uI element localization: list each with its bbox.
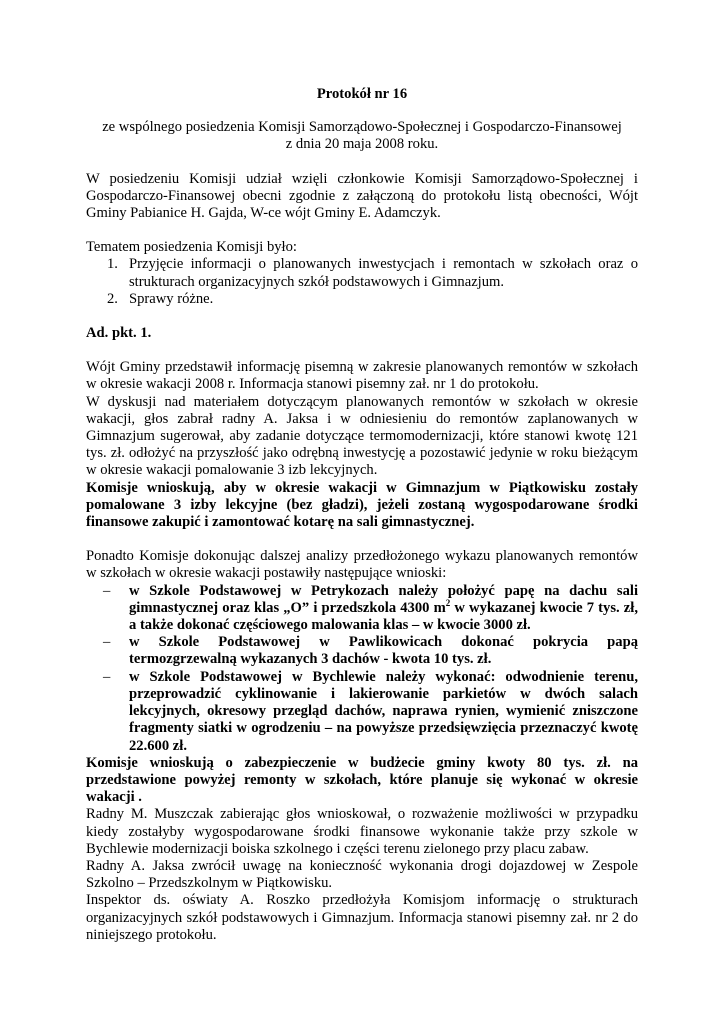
motion-item-petrykozy <box>86 583 638 635</box>
document-page <box>86 83 638 944</box>
agenda-item-number: 2. <box>107 290 118 307</box>
motion-text-part: w wykazanej kwocie 7 tys. zł, a także dokonać częściowego malowania klas – w kwocie 3000 zł. <box>129 599 638 634</box>
discussion-paragraph: W dyskusji nad materiałem dotyczącym planowanych remontów w szkołach w okresie wakacji, głos zabrał radny A. Jaksa i w odniesieniu do remontów zaplanowanych w Gimnazjum sugerował, aby zadanie dotyczące termomodernizacji, które stanowi kwotę 121 tys. zł. odłożyć na przyszłość jako odrębną inwestycję a pozostawić jedynie w roku bieżącym w okresie wakacji pomalowanie 3 izb lekcyjnych. <box>86 393 638 479</box>
protocol-title: Protokół nr 16 <box>316 86 408 102</box>
attendance-paragraph: W posiedzeniu Komisji udział wzięli członkowie Komisji Samorządowo-Społecznej i Gospodarczo-Finansowej obecni zgodnie z załączoną do protokołu listą obecności, Wójt Gminy Pabianice H. Gajda, W-ce wójt Gminy E. Adamczyk. <box>86 170 638 222</box>
section-heading: Ad. pkt. 1. <box>86 325 152 342</box>
agenda-item <box>86 256 638 290</box>
roszko-paragraph: Inspektor ds. oświaty A. Roszko przedłożyła Komisjom informację o strukturach organizacyjnych szkół podstawowych i Gimnazjum. Informacja stanowi pisemny zał. nr 2 do niniejszego protokołu. <box>86 892 638 943</box>
jaksa-paragraph: Radny A. Jaksa zwrócił uwagę na konieczność wykonania drogi dojazdowej w Zespole Szkolno – Przedszkolnym w Piątkowisku. <box>86 857 638 892</box>
agenda-list <box>86 256 638 308</box>
agenda-item <box>86 291 638 308</box>
agenda-item-number: 1. <box>107 256 118 273</box>
motion-text: w Szkole Podstawowej w Bychlewie należy wykonać: odwodnienie terenu, przeprowadzić cyklinowanie i lakierowanie parkietów w dwóch salach lekcyjnych, okresowy przegląd dachów, naprawa rynien, wymienić zniszczone fragmenty siatki w ogrodzeniu – na powyższe przedsięwzięcia przeznaczyć kwotę 22.600 zł. <box>129 668 638 754</box>
agenda-item-text: Sprawy różne. <box>129 290 214 307</box>
dash-bullet: – <box>103 634 111 651</box>
motions-list <box>86 583 638 755</box>
motion-text-part: w Szkole Podstawowej w Petrykozach należy położyć papę na dachu sali gimnastycznej oraz klas „O” i przedszkola 4300 m <box>129 582 638 616</box>
motion-budget: Komisje wnioskują o zabezpieczenie w budżecie gminy kwoty 80 tys. zł. na przedstawione powyżej remonty w szkołach, które planuje się wykonać w okresie wakacji . <box>86 754 638 806</box>
motion-gymnasium: Komisje wnioskują, aby w okresie wakacji w Gimnazjum w Piątkowisku zostały pomalowane 3 izby lekcyjne (bez gładzi), jeżeli zostaną wygospodarowane środki finansowe zakupić i zamontować kotarę na sali gimnastycznej. <box>86 479 638 531</box>
dash-bullet: – <box>103 668 111 685</box>
muszczak-paragraph: Radny M. Muszczak zabierając głos wnioskował, o rozważenie możliwości w przypadku kiedy zostałyby wygospodarowane środki finansowe wykonanie także przy szkole w Bychlewie modernizacji boiska szkolnego i części terenu zielonego przy placu zabaw. <box>86 806 638 857</box>
motion-item-pawlikowice <box>86 634 638 668</box>
further-analysis-paragraph: Ponadto Komisje dokonując dalszej analizy przedłożonego wykazu planowanych remontów w szkołach w okresie wakacji postawiły następujące wnioski: <box>86 548 638 582</box>
agenda-item-text: Przyjęcie informacji o planowanych inwestycjach i remontach w szkołach oraz o strukturach organizacyjnych szkół podstawowych i Gimnazjum. <box>129 256 638 290</box>
dash-bullet: – <box>103 582 111 599</box>
superscript: 2 <box>445 598 451 609</box>
agenda-intro: Tematem posiedzenia Komisji było: <box>86 239 297 256</box>
motion-text: w Szkole Podstawowej w Pawlikowicach dokonać pokrycia papą termozgrzewalną wykazanych 3 dachów - kwota 10 tys. zł. <box>129 634 638 668</box>
protocol-subtitle <box>86 119 638 153</box>
subtitle-line-1: ze wspólnego posiedzenia Komisji Samorządowo-Społecznej i Gospodarczo-Finansowej <box>102 119 622 136</box>
subtitle-line-2: z dnia 20 maja 2008 roku. <box>285 136 439 153</box>
wojt-paragraph: Wójt Gminy przedstawił informację pisemną w zakresie planowanych remontów w szkołach w okresie wakacji 2008 r. Informacja stanowi pisemny zał. nr 1 do protokołu. <box>86 359 638 393</box>
motion-item-bychlew <box>86 669 638 755</box>
